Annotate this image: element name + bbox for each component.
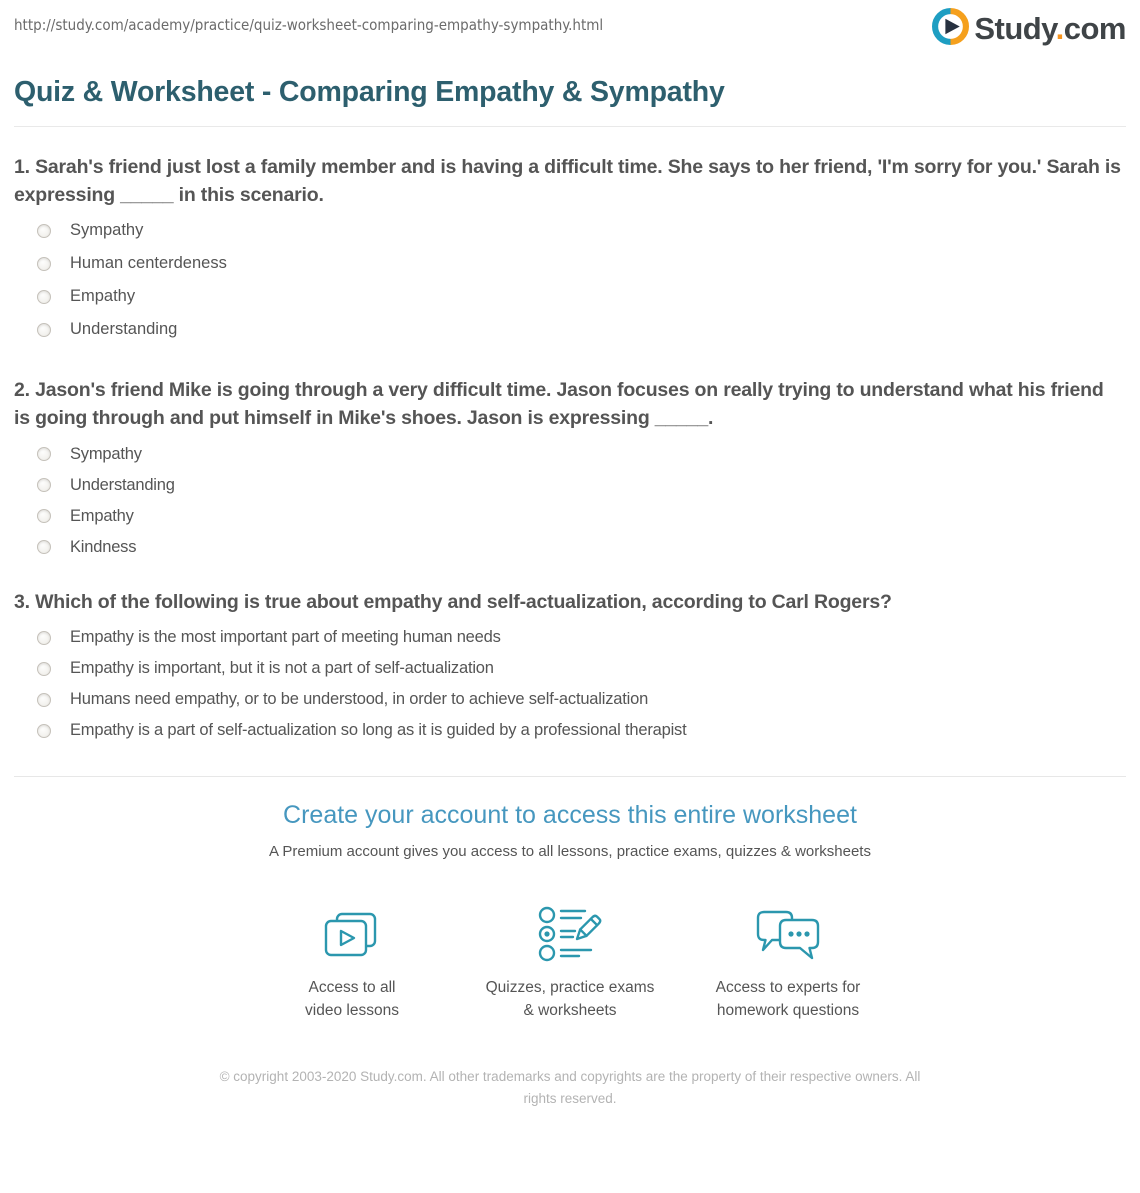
radio-button[interactable] xyxy=(37,509,51,523)
answer-option-label[interactable]: Empathy is the most important part of meeting human needs xyxy=(70,628,501,647)
answer-option-label[interactable]: Sympathy xyxy=(70,444,142,463)
radio-button[interactable] xyxy=(37,257,51,271)
question-1 xyxy=(14,154,1126,341)
create-account-link[interactable]: Create your account to access this entire worksheet xyxy=(283,801,857,830)
answer-option-label[interactable]: Understanding xyxy=(70,320,178,339)
premium-account-subtext: A Premium account gives you access to all lessons, practice exams, quizzes & worksheets xyxy=(269,843,871,861)
logo-wordmark: Study.com xyxy=(974,11,1126,46)
answer-option[interactable] xyxy=(14,688,1126,711)
answer-option-label[interactable]: Understanding xyxy=(70,475,175,494)
benefits-row xyxy=(14,904,1126,1022)
page-header xyxy=(14,0,1126,50)
answer-option-label[interactable]: Sympathy xyxy=(70,221,144,240)
answer-option[interactable] xyxy=(14,285,1126,308)
benefit-quizzes xyxy=(461,904,679,1022)
answer-option[interactable] xyxy=(14,505,1126,528)
quiz-pencil-icon xyxy=(461,904,679,962)
answer-option[interactable] xyxy=(14,536,1126,559)
question-1-text: 1. Sarah's friend just lost a family member and is having a difficult time. She says to her friend, 'I'm sorry for you.' Sarah is expressing _____ in this scenario. xyxy=(14,156,1121,206)
radio-button[interactable] xyxy=(37,631,51,645)
radio-button[interactable] xyxy=(37,724,51,738)
radio-button[interactable] xyxy=(37,447,51,461)
answer-option-label[interactable]: Empathy is a part of self-actualization so long as it is guided by a professional therapist xyxy=(70,721,687,740)
url-text: http://study.com/academy/practice/quiz-worksheet-comparing-empathy-sympathy.html xyxy=(14,16,604,34)
answer-option-label[interactable]: Human centerdeness xyxy=(70,254,227,273)
radio-button[interactable] xyxy=(37,323,51,337)
answer-option[interactable] xyxy=(14,657,1126,680)
create-account-section xyxy=(14,776,1126,1022)
answer-option[interactable] xyxy=(14,626,1126,649)
answer-option[interactable] xyxy=(14,474,1126,497)
radio-button[interactable] xyxy=(37,290,51,304)
benefit-video-lessons xyxy=(243,904,461,1022)
answer-option-label[interactable]: Humans need empathy, or to be understood, in order to achieve self-actualization xyxy=(70,690,649,709)
video-lessons-icon xyxy=(243,904,461,962)
radio-button[interactable] xyxy=(37,224,51,238)
answer-option[interactable] xyxy=(14,318,1126,341)
question-2-text: 2. Jason's friend Mike is going through a very difficult time. Jason focuses on really trying to understand what his friend is going through and put himself in Mike's shoes. Jason is expressing _____. xyxy=(14,379,1104,430)
question-2-options xyxy=(14,443,1126,559)
studycom-play-icon xyxy=(932,8,969,50)
studycom-logo[interactable] xyxy=(932,8,1126,50)
answer-option[interactable] xyxy=(14,219,1126,242)
page-title: Quiz & Worksheet - Comparing Empathy & Sympathy xyxy=(14,76,1126,127)
benefit-label: Access to all video lessons xyxy=(305,979,399,1019)
copyright-text: © copyright 2003-2020 Study.com. All other trademarks and copyrights are the property of their respective owners. All rights reserved. xyxy=(219,1069,921,1106)
answer-option-label[interactable]: Empathy xyxy=(70,506,134,525)
question-3-text: 3. Which of the following is true about empathy and self-actualization, according to Carl Rogers? xyxy=(14,590,892,613)
answer-option[interactable] xyxy=(14,719,1126,742)
question-1-options xyxy=(14,219,1126,341)
answer-option[interactable] xyxy=(14,443,1126,466)
answer-option-label[interactable]: Empathy xyxy=(70,287,136,306)
question-2 xyxy=(14,377,1126,558)
radio-button[interactable] xyxy=(37,540,51,554)
answer-option-label[interactable]: Empathy is important, but it is not a part of self-actualization xyxy=(70,659,494,678)
chat-bubbles-icon xyxy=(679,904,897,962)
benefit-label: Quizzes, practice exams & worksheets xyxy=(485,979,655,1019)
question-3-options xyxy=(14,626,1126,742)
radio-button[interactable] xyxy=(37,662,51,676)
benefit-label: Access to experts for homework questions xyxy=(715,979,861,1019)
answer-option[interactable] xyxy=(14,252,1126,275)
radio-button[interactable] xyxy=(37,478,51,492)
answer-option-label[interactable]: Kindness xyxy=(70,537,137,556)
benefit-experts xyxy=(679,904,897,1022)
question-3 xyxy=(14,589,1126,743)
radio-button[interactable] xyxy=(37,693,51,707)
